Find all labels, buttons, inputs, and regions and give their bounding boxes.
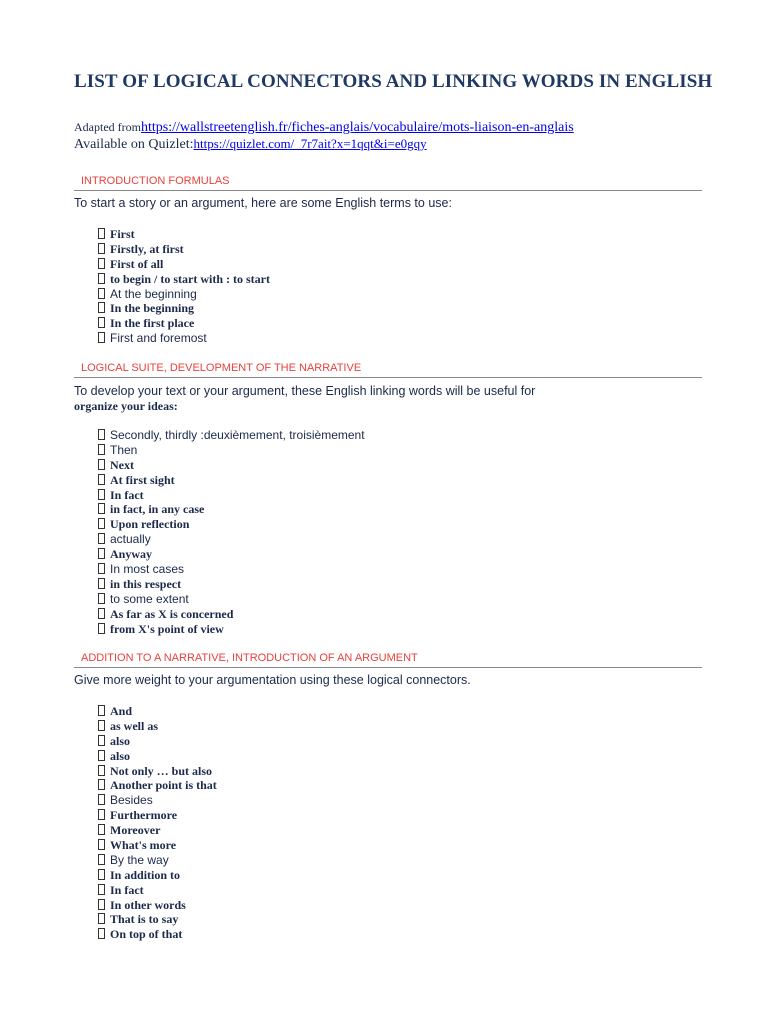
bullet-box-icon [98,765,105,776]
bullet-box-icon [98,518,105,529]
list-item-text: Moreover [110,823,161,838]
list-item [98,562,365,577]
list-item-text: What's more [110,838,177,853]
list-item [98,898,217,913]
bullet-box-icon [98,288,105,299]
list-item [98,912,217,927]
bullet-box-icon [98,854,105,865]
list-item [98,502,365,517]
list-item-text: as well as [110,718,158,733]
bullet-box-icon [98,258,105,269]
list-item-text: Anyway [110,547,153,562]
list-item-text: First [110,227,135,241]
list-item [98,443,365,458]
list-item [98,316,270,331]
list-item-text: Upon reflection [110,517,190,532]
section-intro-text-line2: organize your ideas: [74,399,178,413]
bullet-box-icon [98,444,105,455]
list-item-text: also [110,748,131,763]
section-heading-text: LOGICAL SUITE, DEVELOPMENT OF THE NARRATIVE [81,362,362,374]
section-heading-introduction-formulas [74,174,702,191]
list-item-text: At the beginning [110,286,197,301]
bullet-box-icon [98,429,105,440]
list-item [98,927,217,942]
list-item-text: In most cases [110,562,185,577]
bullet-box-icon [98,459,105,470]
list-item [98,823,217,838]
bullet-box-icon [98,503,105,514]
section-intro-text: To develop your text or your argument, these English linking words will be useful for [74,384,536,398]
list-item-text: As far as X is concerned [110,606,234,621]
section-heading-text: INTRODUCTION FORMULAS [81,175,230,187]
list-item [98,301,270,316]
bullet-box-icon [98,705,105,716]
bullet-box-icon [98,302,105,313]
bullet-box-icon [98,228,105,239]
adapted-from-label: Adapted from [74,120,141,134]
list-item-text: in fact, in any case [110,502,205,517]
list-item [98,704,217,719]
connector-list [98,704,217,942]
list-item [98,488,365,503]
bullet-box-icon [98,593,105,604]
list-item-text: At first sight [110,472,175,487]
list-item [98,749,217,764]
document-title: LIST OF LOGICAL CONNECTORS AND LINKING WORDS IN ENGLISH [74,71,713,92]
list-item-text: actually [110,532,151,547]
list-item-text: Secondly, thirdly :deuxièmement, troisièmement [110,428,365,442]
bullet-box-icon [98,533,105,544]
list-item [98,272,270,287]
adapted-from-link[interactable]: https://wallstreetenglish.fr/fiches-anglais/vocabulaire/mots-liaison-en-anglais [140,120,574,135]
quizlet-link[interactable]: https://quizlet.com/_7r7ait?x=1qqt&i=e0gqy [193,136,427,151]
list-item [98,734,217,749]
list-item [98,547,365,562]
bullet-box-icon [98,928,105,939]
list-item [98,778,217,793]
list-item [98,808,217,823]
list-item [98,622,365,637]
list-item-text: In the first place [110,316,195,331]
bullet-box-icon [98,884,105,895]
list-item [98,764,217,779]
list-item-text: Not only … but also [110,763,213,778]
bullet-box-icon [98,608,105,619]
list-item [98,793,217,808]
list-item-text: In the beginning [110,301,195,316]
section-heading-logical-suite [74,361,702,378]
connector-list [98,227,270,346]
bullet-box-icon [98,824,105,835]
list-item [98,458,365,473]
bullet-box-icon [98,913,105,924]
bullet-box-icon [98,563,105,574]
list-item [98,257,270,272]
bullet-box-icon [98,578,105,589]
bullet-box-icon [98,869,105,880]
list-item [98,853,217,868]
bullet-box-icon [98,474,105,485]
section-intro [74,384,535,414]
list-item [98,532,365,547]
list-item [98,517,365,532]
bullet-box-icon [98,794,105,805]
list-item [98,577,365,592]
list-item-text: to some extent [110,591,189,606]
bullet-box-icon [98,839,105,850]
list-item-text: In other words [110,897,186,912]
bullet-box-icon [98,489,105,500]
bullet-box-icon [98,273,105,284]
bullet-box-icon [98,750,105,761]
list-item [98,592,365,607]
list-item-text: On top of that [110,927,183,942]
bullet-box-icon [98,548,105,559]
list-item-text: from X's point of view [110,621,224,636]
bullet-box-icon [98,317,105,328]
list-item-text: First of all [110,256,164,271]
section-heading-text: ADDITION TO A NARRATIVE, INTRODUCTION OF AN ARGUMENT [81,652,418,664]
list-item [98,287,270,302]
list-item [98,227,270,242]
bullet-box-icon [98,779,105,790]
bullet-box-icon [98,623,105,634]
section-intro [74,196,452,210]
list-item-text: And [110,704,133,718]
list-item [98,473,365,488]
list-item-text: also [110,733,131,748]
bullet-box-icon [98,332,105,343]
list-item-text: In fact [110,487,144,502]
quizlet-line [74,136,427,153]
bullet-box-icon [98,243,105,254]
list-item [98,242,270,257]
bullet-box-icon [98,735,105,746]
list-item-text: Another point is that [110,778,217,793]
list-item-text: Then [110,442,138,457]
bullet-box-icon [98,720,105,731]
connector-list [98,428,365,636]
list-item-text: In fact [110,882,144,897]
bullet-box-icon [98,809,105,820]
section-intro-text: To start a story or an argument, here are some English terms to use: [74,196,452,210]
section-heading-addition [74,651,702,668]
list-item [98,883,217,898]
list-item-text: That is to say [110,912,179,927]
list-item-text: Besides [110,793,153,808]
list-item-text: Next [110,457,134,472]
list-item-text: Furthermore [110,808,178,823]
list-item [98,331,270,346]
section-intro-text: Give more weight to your argumentation using these logical connectors. [74,673,471,687]
quizlet-label: Available on Quizlet: [74,137,194,152]
list-item-text: to begin / to start with : to start [110,271,270,286]
list-item [98,428,365,443]
list-item [98,607,365,622]
list-item-text: First and foremost [110,331,207,346]
list-item-text: in this respect [110,576,182,591]
list-item-text: Firstly, at first [110,241,184,256]
section-intro [74,673,471,687]
list-item [98,868,217,883]
list-item [98,838,217,853]
list-item-text: In addition to [110,867,181,882]
list-item-text: By the way [110,852,169,867]
bullet-box-icon [98,899,105,910]
list-item [98,719,217,734]
adapted-from-line [74,120,574,136]
